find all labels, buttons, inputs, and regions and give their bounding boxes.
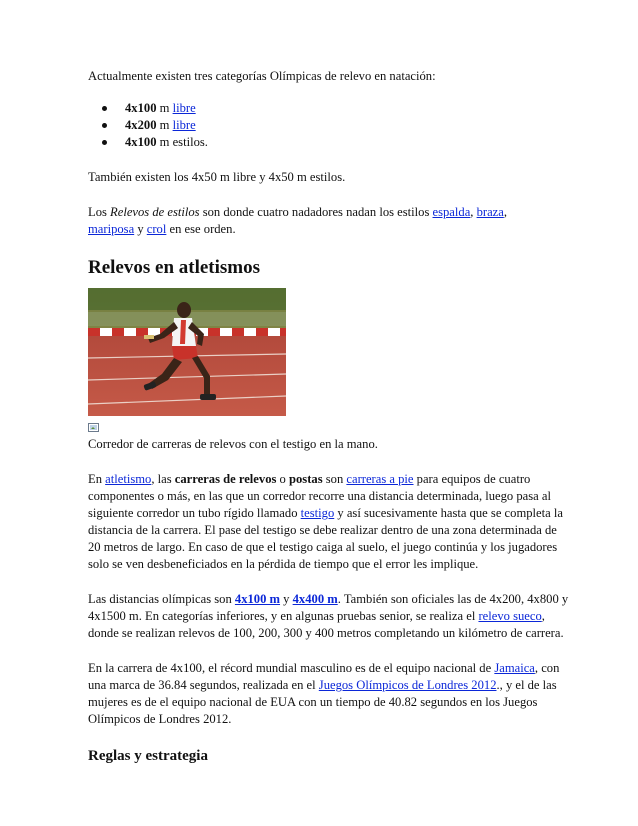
- broken-image-icon: [88, 422, 100, 434]
- also-paragraph: También existen los 4x50 m libre y 4x50 m estilos.: [88, 170, 346, 184]
- link-braza[interactable]: braza: [476, 205, 504, 219]
- list-item: 4x100 m libre: [88, 100, 570, 117]
- section-title-atletismo: Relevos en atletismos: [88, 257, 261, 278]
- link-jamaica[interactable]: Jamaica: [494, 661, 535, 675]
- link-libre[interactable]: libre: [172, 101, 196, 115]
- link-juegos-olimpicos-londres[interactable]: Juegos Olímpicos de Londres 2012: [318, 678, 497, 692]
- list-item: 4x100 m estilos.: [88, 134, 570, 151]
- relay-runner-photo: [88, 288, 286, 416]
- intro-paragraph: Actualmente existen tres categorías Olímpicas de relevo en natación:: [88, 69, 436, 83]
- link-carreras-a-pie[interactable]: carreras a pie: [346, 472, 414, 486]
- document-page: [88, 68, 570, 766]
- link-mariposa[interactable]: mariposa: [88, 222, 135, 236]
- link-atletismo[interactable]: atletismo: [105, 472, 152, 486]
- link-relevo-sueco[interactable]: relevo sueco: [478, 609, 542, 623]
- records-paragraph: En la carrera de 4x100, el récord mundial masculino es de el equipo nacional de Jamaica, con una marca de 36.84 segundos, realizada en el Juegos Olímpicos de Londres 2012., y el de las mujeres es de el equipo nacional de EUA con un tiempo de 40.82 segundos en los Juegos Olímpicos de Londres 2012.: [88, 661, 560, 726]
- link-4x400[interactable]: 4x400 m: [292, 592, 338, 606]
- styles-paragraph: Los Relevos de estilos son donde cuatro nadadores nadan los estilos espalda, braza, mariposa y crol en ese orden.: [88, 205, 507, 236]
- link-libre[interactable]: libre: [172, 118, 196, 132]
- link-espalda[interactable]: espalda: [432, 205, 471, 219]
- link-crol[interactable]: crol: [146, 222, 167, 236]
- link-testigo[interactable]: testigo: [300, 506, 335, 520]
- bullet-icon: [102, 140, 107, 145]
- link-4x100[interactable]: 4x100 m: [234, 592, 281, 606]
- bullet-icon: [102, 106, 107, 111]
- swim-relay-list: [88, 100, 570, 151]
- section-title-reglas: Reglas y estrategia: [88, 748, 208, 764]
- list-item: 4x200 m libre: [88, 117, 570, 134]
- relay-paragraph: En atletismo, las carreras de relevos o postas son carreras a pie para equipos de cuatro componentes o más, en las que un corredor recorre una distancia determinada, luego pasa al siguiente corredor un tubo rígido llamado testigo y así sucesivamente hasta que se completa la distancia de la carrera. El pase del testigo se debe realizar dentro de una zona determinada de 20 metros de largo. En caso de que el testigo caiga al suelo, el juego continúa y los jugadores solo se ven desbeneficiados en la pérdida de tiempo que el error les implique.: [88, 472, 563, 571]
- bullet-icon: [102, 123, 107, 128]
- image-caption: Corredor de carreras de relevos con el testigo en la mano.: [88, 437, 378, 451]
- distances-paragraph: Las distancias olímpicas son 4x100 m y 4x400 m. También son oficiales las de 4x200, 4x800 y 4x1500 m. En categorías inferiores, y en algunas pruebas senior, se realiza el relevo sueco, donde se realizan relevos de 100, 200, 300 y 400 metros completando un kilómetro de carrera.: [88, 592, 569, 640]
